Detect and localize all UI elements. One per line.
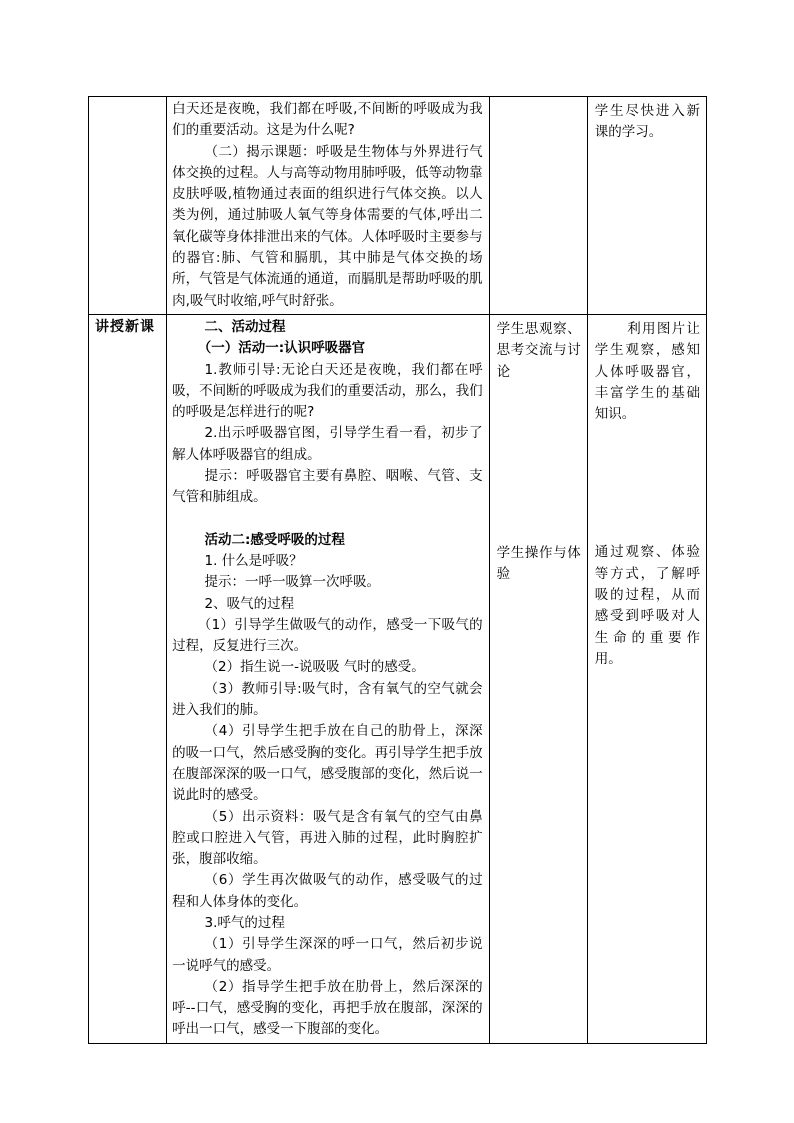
inhale-step: （6）学生再次做吸气的动作，感受吸气的过程和人体身体的变化。 xyxy=(172,872,483,910)
activity2-question: 1. 什么是呼吸？ xyxy=(204,552,303,569)
activity2-tip: 提示：一呼一吸算一次呼吸。 xyxy=(204,574,381,591)
activity1-item: 提示：呼吸器官主要有鼻腔、咽喉、气管、支气管和肺组成。 xyxy=(172,468,483,506)
purpose-cell xyxy=(587,314,706,1043)
inhale-step: （4）引导学生把手放在自己的肋骨上，深深的吸一口气，然后感受胸的变化。再引导学生把手放在腹部深深的吸一口气，感受腹部的变化，然后说一说此时的感受。 xyxy=(172,723,483,804)
student-activity-cell xyxy=(489,314,587,1043)
activity2-title: 活动二:感受呼吸的过程 xyxy=(204,531,345,548)
section-heading: 二、活动过程 xyxy=(204,318,286,335)
inhale-step: （5）出示资料：吸气是含有氧气的空气由鼻腔或口腔进入气管，再进入肺的过程，此时胸腔扩张，腹部收缩。 xyxy=(172,808,483,868)
student-activity-cell xyxy=(489,97,587,315)
inhale-step: （2）指生说一-说吸吸 气时的感受。 xyxy=(204,659,425,676)
exhale-title: 3.呼气的过程 xyxy=(204,914,285,931)
activity1-student: 学生思观察、思考交流与讨论 xyxy=(496,320,581,380)
activity2-purpose: 通过观察、体验等方式，了解呼吸的过程，从而感受到呼吸对人生命的重要作用。 xyxy=(594,544,700,667)
activity2-student: 学生操作与体验 xyxy=(496,544,581,583)
activity1-purpose: 利用图片让学生观察，感知人体呼吸器官，丰富学生的基础知识。 xyxy=(594,320,700,423)
label-cell-empty xyxy=(89,97,167,315)
label-cell xyxy=(89,314,167,1043)
table-row-new-lesson xyxy=(89,314,707,1043)
teacher-activity-cell xyxy=(167,97,490,315)
purpose-cell xyxy=(587,97,706,315)
exhale-step: （1）引导学生深深的呼一口气，然后初步说一说呼气的感受。 xyxy=(172,936,483,974)
activity1-title: （一）活动一:认识呼吸器官 xyxy=(197,340,366,357)
exhale-step: （2）指导学生把手放在肋骨上，然后深深的呼--口气，感受胸的变化，再把手放在腹部，深深的呼出一口气，感受一下腹部的变化。 xyxy=(172,978,483,1038)
purpose-text: 学生尽快进入新课的学习。 xyxy=(594,103,700,141)
topic-reveal-text: （二）揭示课题：呼吸是生物体与外界进行气体交换的过程。人与高等动物用肺呼吸，低等动物靠皮肤呼吸,植物通过表面的组织进行气体交换。以人类为例，通过肺吸人氧气等身体需要的气体,呼出二氧化碳等身体排泄出来的气体。人体呼吸时主要参与的器官:肺、气管和膈肌，其中肺是气体交换的场所，气管是气体流通的通道，而膈肌是帮助呼吸的肌肉,吸气时收缩,呼气时舒张。 xyxy=(172,143,483,309)
section-label: 讲授新课 xyxy=(95,318,155,335)
lesson-plan-table xyxy=(88,96,707,1044)
activity1-item: 1.教师引导:无论白天还是夜晚，我们都在呼吸，不间断的呼吸成为我们的重要活动，那么，我们的呼吸是怎样进行的呢? xyxy=(172,361,483,421)
inhale-step: （1）引导学生做吸气的动作，感受一下吸气的过程，反复进行三次。 xyxy=(172,616,483,655)
inhale-title: 2、吸气的过程 xyxy=(204,595,295,612)
activity1-item: 2.出示呼吸器官图，引导学生看一看，初步了解人体呼吸器官的组成。 xyxy=(172,425,483,463)
inhale-step: （3）教师引导:吸气时，含有氧气的空气就会进入我们的肺。 xyxy=(172,680,483,719)
teacher-activity-cell xyxy=(167,314,490,1043)
table-row-intro xyxy=(89,97,707,315)
intro-text: 白天还是夜晚，我们都在呼吸,不间断的呼吸成为我们的重要活动。这是为什么呢? xyxy=(172,101,483,139)
